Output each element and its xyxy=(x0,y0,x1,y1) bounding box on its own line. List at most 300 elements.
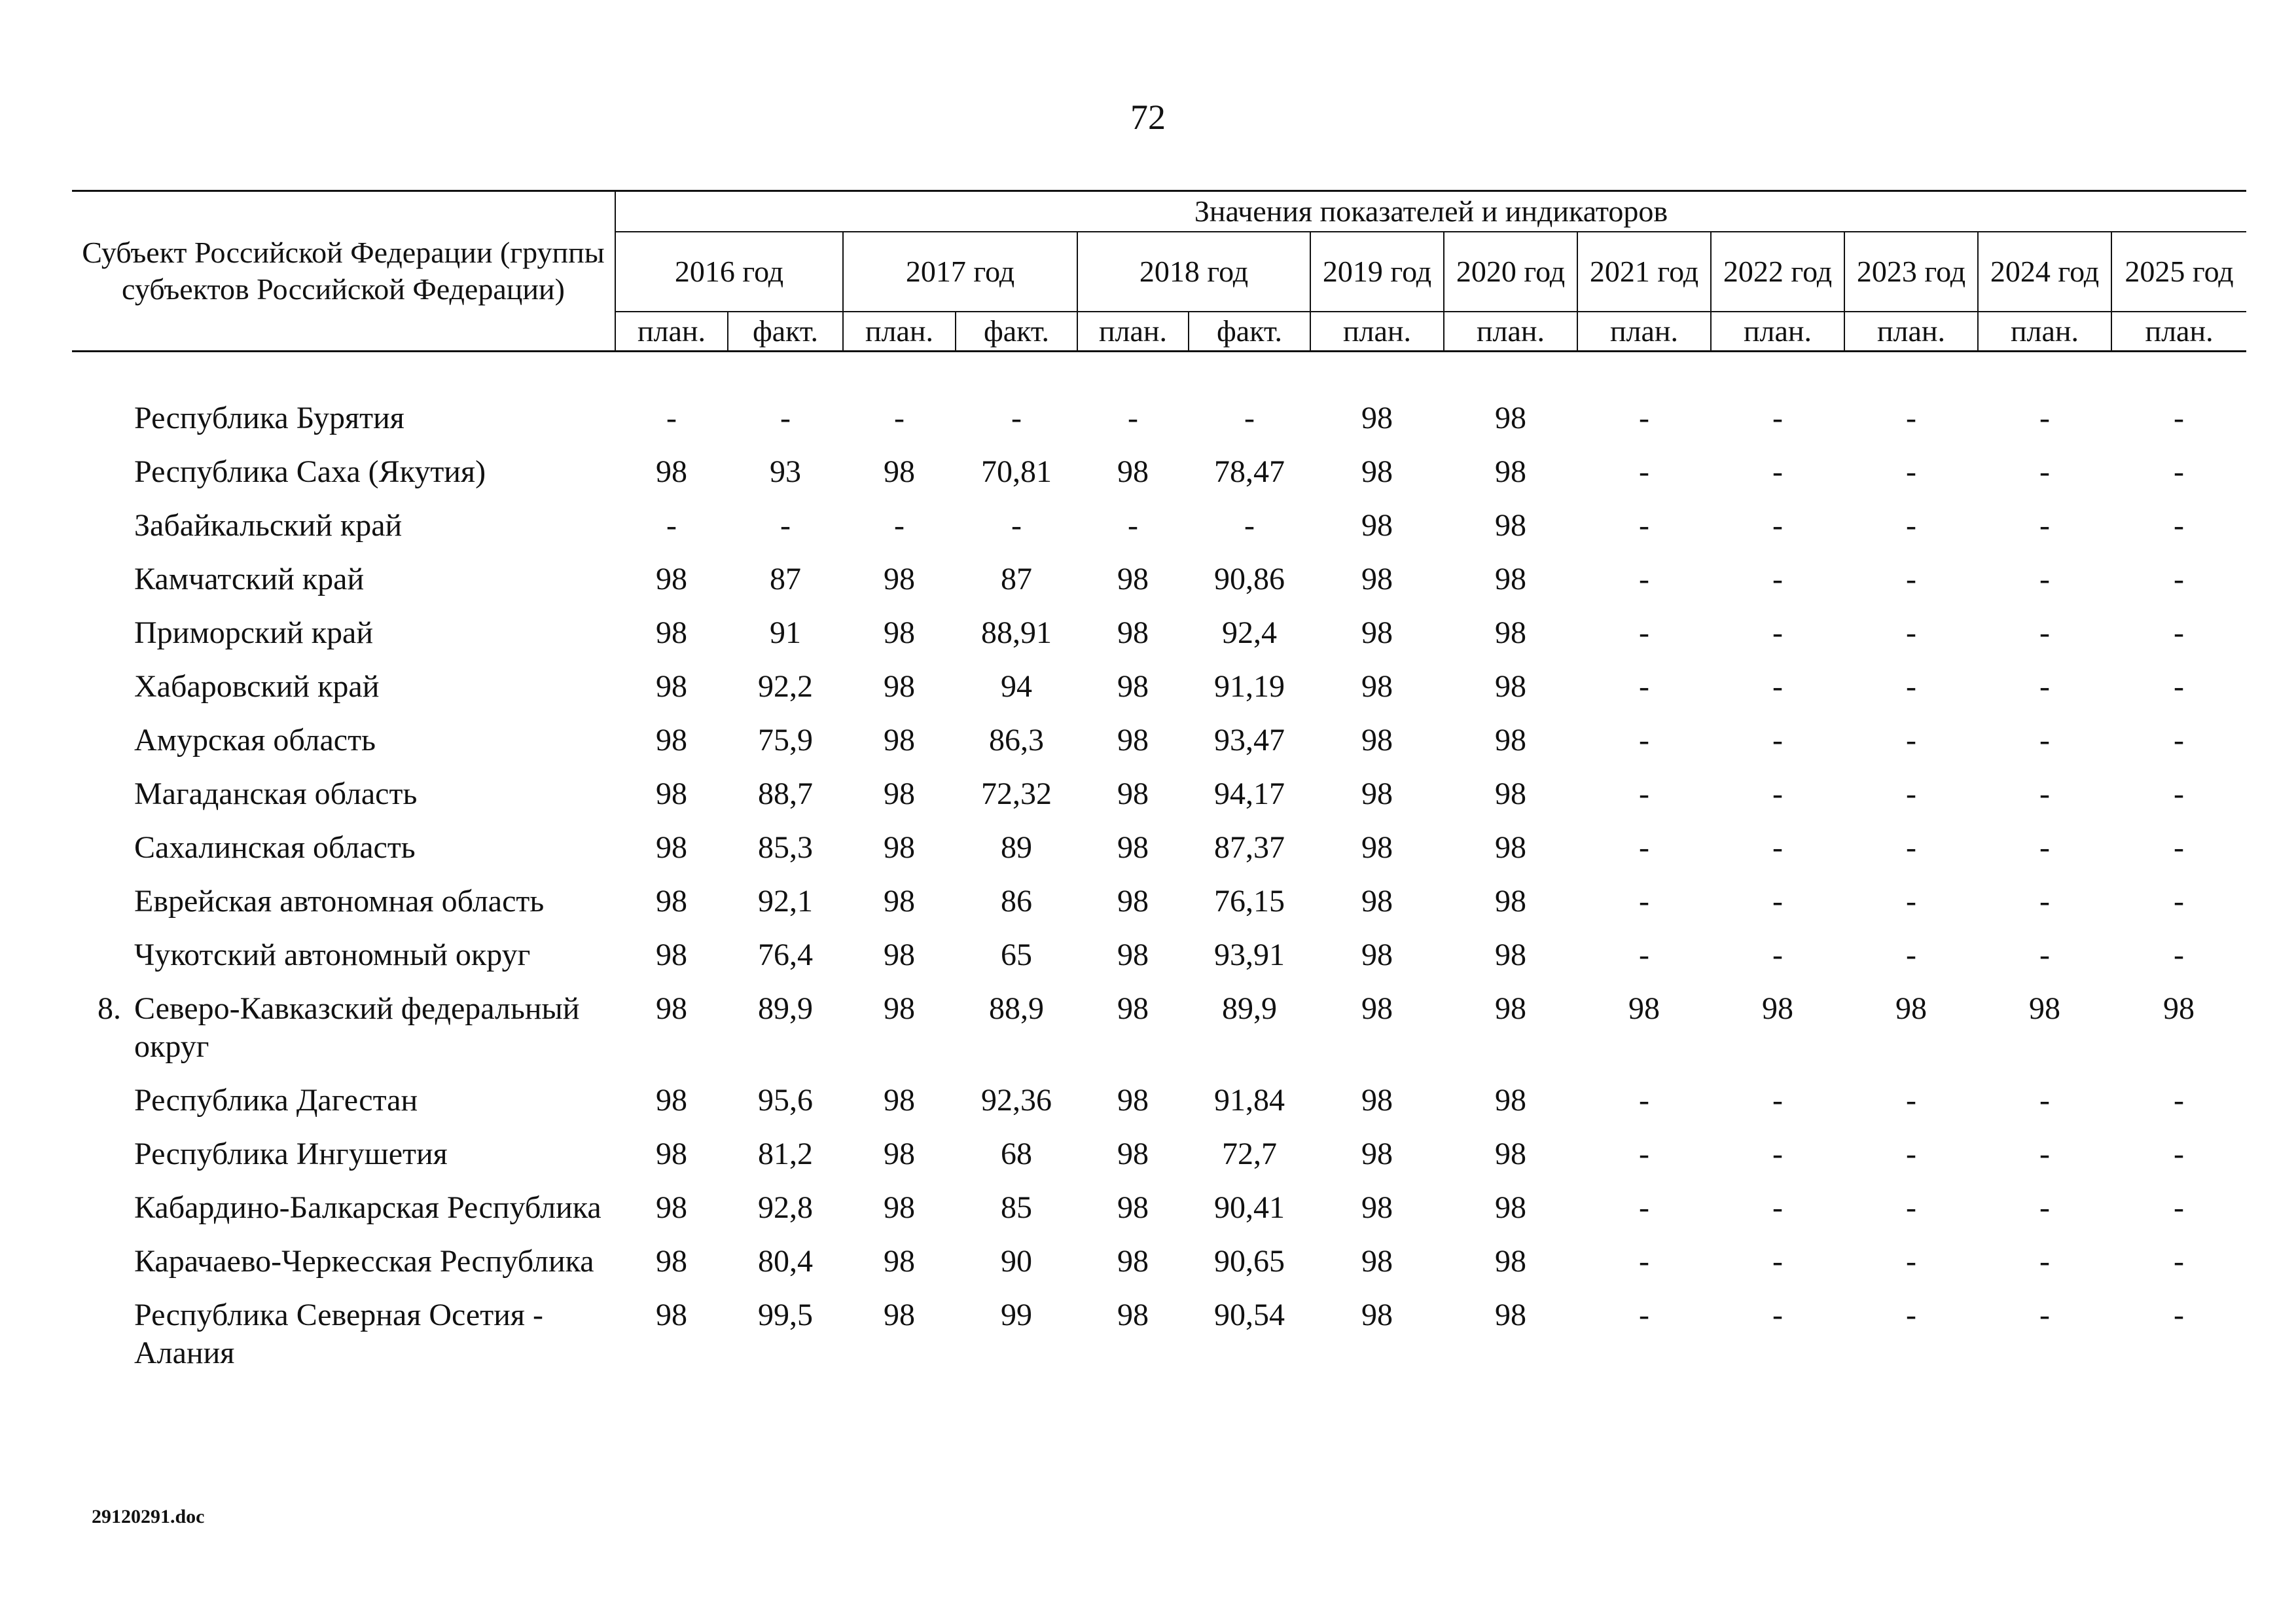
value-cell: - xyxy=(666,508,677,543)
value-cell: - xyxy=(1772,1137,1783,1171)
value-cell: 94 xyxy=(1001,669,1032,704)
subject-name: Республика Ингушетия xyxy=(134,1137,448,1171)
value-cell: - xyxy=(1639,401,1649,435)
value-cell: 98 xyxy=(1361,776,1393,811)
value-cell: - xyxy=(1639,1298,1649,1332)
value-cell: - xyxy=(2039,454,2050,489)
value-cell: 90,41 xyxy=(1214,1190,1285,1225)
value-cell: - xyxy=(2039,615,2050,650)
value-cell: 70,81 xyxy=(981,454,1052,489)
value-cell: - xyxy=(2039,1190,2050,1225)
value-cell: 98 xyxy=(1762,991,1793,1026)
value-cell: - xyxy=(1906,776,1916,811)
value-cell: - xyxy=(2174,723,2185,757)
value-cell: 89 xyxy=(1001,830,1032,865)
row-number xyxy=(72,767,128,821)
value-cell: 98 xyxy=(1495,615,1526,650)
value-cell: 98 xyxy=(1495,508,1526,543)
value-cell: 98 xyxy=(884,723,915,757)
value-cell: - xyxy=(1639,1244,1649,1279)
value-cell: - xyxy=(1772,884,1783,919)
row-number xyxy=(72,875,128,928)
year-header: 2018 год xyxy=(1077,232,1310,312)
value-cell: 98 xyxy=(1117,991,1149,1026)
value-cell: - xyxy=(2174,884,2185,919)
value-cell: 98 xyxy=(1117,562,1149,596)
value-cell: 87 xyxy=(1001,562,1032,596)
value-cell: 92,2 xyxy=(758,669,813,704)
value-cell: 98 xyxy=(1495,723,1526,757)
value-cell: - xyxy=(1906,454,1916,489)
value-cell: 98 xyxy=(1117,1137,1149,1171)
value-cell: 98 xyxy=(884,1244,915,1279)
value-cell: 98 xyxy=(1361,938,1393,972)
subject-name: Чукотский автономный округ xyxy=(134,938,531,972)
value-cell: - xyxy=(1772,1298,1783,1332)
value-cell: 87,37 xyxy=(1214,830,1285,865)
value-cell: - xyxy=(2039,1083,2050,1118)
value-cell: - xyxy=(2039,401,2050,435)
row-number xyxy=(72,499,128,553)
value-cell: 98 xyxy=(1495,401,1526,435)
value-cell: 86 xyxy=(1001,884,1032,919)
subject-name: Республика Бурятия xyxy=(134,401,404,435)
value-cell: 92,4 xyxy=(1222,615,1277,650)
year-header: 2020 год xyxy=(1444,232,1577,312)
value-cell: 98 xyxy=(656,938,687,972)
value-cell: - xyxy=(2174,776,2185,811)
value-cell: - xyxy=(1639,508,1649,543)
value-cell: 98 xyxy=(2163,991,2195,1026)
value-cell: 98 xyxy=(884,938,915,972)
value-cell: 98 xyxy=(656,830,687,865)
value-cell: - xyxy=(2039,508,2050,543)
value-cell: - xyxy=(1639,723,1649,757)
value-cell: 98 xyxy=(656,1137,687,1171)
table-row xyxy=(72,1074,2246,1127)
value-cell: 98 xyxy=(1117,669,1149,704)
value-cell: 98 xyxy=(1117,723,1149,757)
subject-name: Забайкальский край xyxy=(134,508,403,543)
row-number xyxy=(72,928,128,982)
value-cell: - xyxy=(1906,508,1916,543)
value-cell: - xyxy=(1639,669,1649,704)
row-number xyxy=(72,1288,128,1380)
year-header: 2017 год xyxy=(843,232,1077,312)
value-cell: - xyxy=(1772,615,1783,650)
table-row xyxy=(72,1127,2246,1181)
value-cell: 98 xyxy=(1361,1244,1393,1279)
value-cell: 98 xyxy=(884,1298,915,1332)
plan-header: план. xyxy=(1310,312,1444,352)
value-cell: 98 xyxy=(1495,1083,1526,1118)
value-cell: - xyxy=(1906,723,1916,757)
value-cell: 98 xyxy=(1495,938,1526,972)
value-cell: 88,91 xyxy=(981,615,1052,650)
row-number xyxy=(72,821,128,875)
value-cell: 81,2 xyxy=(758,1137,813,1171)
plan-header: план. xyxy=(1077,312,1189,352)
subject-name: Приморский край xyxy=(134,615,374,650)
value-cell: 68 xyxy=(1001,1137,1032,1171)
value-cell: 87 xyxy=(770,562,801,596)
row-number xyxy=(72,553,128,606)
value-cell: - xyxy=(1772,1190,1783,1225)
table-row xyxy=(72,821,2246,875)
value-cell: 98 xyxy=(1361,884,1393,919)
value-cell: - xyxy=(2039,830,2050,865)
table-row xyxy=(72,714,2246,767)
value-cell: 88,7 xyxy=(758,776,813,811)
value-cell: - xyxy=(1011,508,1022,543)
value-cell: 88,9 xyxy=(989,991,1044,1026)
value-cell: 85 xyxy=(1001,1190,1032,1225)
value-cell: - xyxy=(2174,669,2185,704)
value-cell: 98 xyxy=(656,884,687,919)
value-cell: - xyxy=(1906,615,1916,650)
value-cell: - xyxy=(2039,938,2050,972)
value-cell: 98 xyxy=(1361,830,1393,865)
table-row xyxy=(72,392,2246,445)
value-cell: 98 xyxy=(1361,1298,1393,1332)
value-cell: - xyxy=(1772,723,1783,757)
value-cell: 98 xyxy=(884,1137,915,1171)
value-cell: - xyxy=(2039,723,2050,757)
value-cell: - xyxy=(2174,1298,2185,1332)
row-number xyxy=(72,445,128,499)
plan-header: план. xyxy=(1844,312,1978,352)
value-cell: 98 xyxy=(656,1244,687,1279)
value-cell: - xyxy=(1639,776,1649,811)
value-cell: 98 xyxy=(1361,562,1393,596)
table-row xyxy=(72,660,2246,714)
value-cell: 98 xyxy=(1495,884,1526,919)
fact-header: факт. xyxy=(956,312,1077,352)
value-cell: - xyxy=(1639,884,1649,919)
value-cell: - xyxy=(1639,938,1649,972)
value-cell: - xyxy=(666,401,677,435)
value-cell: 98 xyxy=(1117,1244,1149,1279)
value-cell: 98 xyxy=(1361,1190,1393,1225)
value-cell: 72,7 xyxy=(1222,1137,1277,1171)
value-cell: - xyxy=(2174,830,2185,865)
value-cell: 98 xyxy=(1361,991,1393,1026)
year-header: 2022 год xyxy=(1711,232,1844,312)
value-cell: 98 xyxy=(884,615,915,650)
table-row xyxy=(72,1288,2246,1380)
value-cell: 98 xyxy=(1361,1083,1393,1118)
value-cell: - xyxy=(2174,1083,2185,1118)
subject-name: Карачаево-Черкесская Республика xyxy=(134,1244,594,1279)
subject-name: Республика Саха (Якутия) xyxy=(134,454,486,489)
file-name-footer: 29120291.doc xyxy=(92,1506,205,1527)
plan-header: план. xyxy=(2111,312,2246,352)
value-cell: 75,9 xyxy=(758,723,813,757)
row-number xyxy=(72,714,128,767)
value-cell: - xyxy=(1128,401,1138,435)
year-header: 2024 год xyxy=(1978,232,2111,312)
subject-name: Еврейская автономная область xyxy=(134,884,545,919)
value-cell: 92,1 xyxy=(758,884,813,919)
value-cell: - xyxy=(1639,1083,1649,1118)
value-cell: 98 xyxy=(1495,562,1526,596)
value-cell: 90,65 xyxy=(1214,1244,1285,1279)
value-cell: - xyxy=(2174,454,2185,489)
subject-name: Хабаровский край xyxy=(134,669,380,704)
value-cell: - xyxy=(2174,615,2185,650)
value-cell: 98 xyxy=(1361,615,1393,650)
value-cell: - xyxy=(1772,562,1783,596)
value-cell: - xyxy=(1906,884,1916,919)
plan-header: план. xyxy=(1978,312,2111,352)
fact-header: факт. xyxy=(728,312,843,352)
row-number xyxy=(72,1235,128,1288)
value-cell: 98 xyxy=(656,723,687,757)
value-cell: 93,47 xyxy=(1214,723,1285,757)
value-cell: 86,3 xyxy=(989,723,1044,757)
value-cell: - xyxy=(2039,562,2050,596)
value-cell: 98 xyxy=(1495,991,1526,1026)
table-row xyxy=(72,553,2246,606)
subject-name: Сахалинская область xyxy=(134,830,416,865)
table-row xyxy=(72,445,2246,499)
value-cell: 99 xyxy=(1001,1298,1032,1332)
value-cell: 94,17 xyxy=(1214,776,1285,811)
value-cell: - xyxy=(1244,401,1255,435)
value-cell: - xyxy=(1128,508,1138,543)
value-cell: 98 xyxy=(1495,1298,1526,1332)
value-cell: 91,84 xyxy=(1214,1083,1285,1118)
value-cell: - xyxy=(1906,1083,1916,1118)
value-cell: 98 xyxy=(1117,938,1149,972)
subject-name: Магаданская область xyxy=(134,776,418,811)
value-cell: 98 xyxy=(1895,991,1927,1026)
value-cell: 98 xyxy=(656,1190,687,1225)
value-cell: 85,3 xyxy=(758,830,813,865)
value-cell: 92,8 xyxy=(758,1190,813,1225)
subject-name: Амурская область xyxy=(134,723,376,757)
value-cell: 90,54 xyxy=(1214,1298,1285,1332)
value-cell: - xyxy=(1011,401,1022,435)
value-cell: - xyxy=(1906,562,1916,596)
value-cell: 76,4 xyxy=(758,938,813,972)
value-cell: 65 xyxy=(1001,938,1032,972)
value-cell: 98 xyxy=(884,562,915,596)
value-cell: 90 xyxy=(1001,1244,1032,1279)
fact-header: факт. xyxy=(1189,312,1310,352)
indicators-header: Значения показателей и индикаторов xyxy=(615,191,2246,232)
subject-header: Субъект Российской Федерации (группы субъектов Российской Федерации) xyxy=(72,191,615,352)
row-number xyxy=(72,660,128,714)
value-cell: 98 xyxy=(884,669,915,704)
value-cell: 80,4 xyxy=(758,1244,813,1279)
value-cell: 98 xyxy=(1495,776,1526,811)
value-cell: - xyxy=(2174,401,2185,435)
row-number xyxy=(72,392,128,445)
value-cell: - xyxy=(1639,615,1649,650)
value-cell: 98 xyxy=(656,1083,687,1118)
value-cell: - xyxy=(2039,669,2050,704)
value-cell: 98 xyxy=(884,1190,915,1225)
row-number xyxy=(72,1074,128,1127)
value-cell: 95,6 xyxy=(758,1083,813,1118)
page-number: 72 xyxy=(1130,98,1166,137)
value-cell: 89,9 xyxy=(758,991,813,1026)
table-row xyxy=(72,928,2246,982)
value-cell: - xyxy=(1906,669,1916,704)
value-cell: - xyxy=(894,508,905,543)
value-cell: - xyxy=(2039,1137,2050,1171)
value-cell: - xyxy=(1639,454,1649,489)
value-cell: 93 xyxy=(770,454,801,489)
row-number: 8. xyxy=(98,991,121,1026)
value-cell: 98 xyxy=(1361,669,1393,704)
value-cell: - xyxy=(2174,938,2185,972)
value-cell: 92,36 xyxy=(981,1083,1052,1118)
value-cell: 98 xyxy=(1628,991,1660,1026)
value-cell: 98 xyxy=(1117,830,1149,865)
value-cell: 72,32 xyxy=(981,776,1052,811)
table-row xyxy=(72,767,2246,821)
value-cell: 98 xyxy=(1361,508,1393,543)
year-header: 2019 год xyxy=(1310,232,1444,312)
value-cell: 98 xyxy=(656,454,687,489)
value-cell: - xyxy=(1772,1244,1783,1279)
value-cell: 98 xyxy=(1361,454,1393,489)
value-cell: - xyxy=(1906,1298,1916,1332)
value-cell: 98 xyxy=(1361,401,1393,435)
value-cell: - xyxy=(1772,830,1783,865)
indicators-table xyxy=(72,190,2246,1380)
value-cell: 98 xyxy=(1361,723,1393,757)
plan-header: план. xyxy=(1577,312,1711,352)
value-cell: 98 xyxy=(1495,1190,1526,1225)
table-row xyxy=(72,606,2246,660)
value-cell: - xyxy=(1906,830,1916,865)
value-cell: 91,19 xyxy=(1214,669,1285,704)
value-cell: - xyxy=(1639,1190,1649,1225)
subject-name: Республика Дагестан xyxy=(134,1083,418,1118)
value-cell: - xyxy=(1772,454,1783,489)
value-cell: - xyxy=(2039,1298,2050,1332)
value-cell: - xyxy=(1772,401,1783,435)
value-cell: 98 xyxy=(656,776,687,811)
value-cell: 98 xyxy=(2029,991,2060,1026)
subject-name: Камчатский край xyxy=(134,562,365,596)
value-cell: - xyxy=(2174,562,2185,596)
value-cell: - xyxy=(1772,508,1783,543)
value-cell: 98 xyxy=(1117,884,1149,919)
year-header: 2023 год xyxy=(1844,232,1978,312)
value-cell: 98 xyxy=(1117,1083,1149,1118)
value-cell: 98 xyxy=(1117,1298,1149,1332)
value-cell: 98 xyxy=(656,562,687,596)
value-cell: 98 xyxy=(1495,454,1526,489)
table-row xyxy=(72,499,2246,553)
value-cell: - xyxy=(1906,938,1916,972)
value-cell: 98 xyxy=(1495,669,1526,704)
row-number xyxy=(72,1127,128,1181)
value-cell: 98 xyxy=(656,615,687,650)
value-cell: 91 xyxy=(770,615,801,650)
table-row xyxy=(72,875,2246,928)
value-cell: 93,91 xyxy=(1214,938,1285,972)
year-header: 2025 год xyxy=(2111,232,2246,312)
value-cell: 98 xyxy=(884,454,915,489)
value-cell: 99,5 xyxy=(758,1298,813,1332)
value-cell: 98 xyxy=(884,830,915,865)
value-cell: 98 xyxy=(656,991,687,1026)
plan-header: план. xyxy=(1444,312,1577,352)
value-cell: 76,15 xyxy=(1214,884,1285,919)
value-cell: - xyxy=(1244,508,1255,543)
value-cell: 98 xyxy=(1361,1137,1393,1171)
value-cell: - xyxy=(2174,508,2185,543)
value-cell: - xyxy=(780,401,791,435)
value-cell: 98 xyxy=(884,776,915,811)
value-cell: 98 xyxy=(1495,1137,1526,1171)
value-cell: - xyxy=(1906,1190,1916,1225)
value-cell: - xyxy=(1639,562,1649,596)
subject-name: Северо-Кавказский федеральный округ xyxy=(134,991,580,1064)
row-number xyxy=(72,606,128,660)
value-cell: - xyxy=(1772,938,1783,972)
value-cell: 98 xyxy=(884,991,915,1026)
value-cell: - xyxy=(780,508,791,543)
table-body xyxy=(72,352,2246,1381)
value-cell: 98 xyxy=(1117,454,1149,489)
value-cell: - xyxy=(2174,1190,2185,1225)
value-cell: - xyxy=(1906,1244,1916,1279)
value-cell: - xyxy=(1639,1137,1649,1171)
value-cell: 98 xyxy=(656,669,687,704)
value-cell: - xyxy=(1772,1083,1783,1118)
value-cell: - xyxy=(1906,401,1916,435)
value-cell: - xyxy=(2039,884,2050,919)
value-cell: 98 xyxy=(884,1083,915,1118)
value-cell: - xyxy=(1772,669,1783,704)
plan-header: план. xyxy=(843,312,956,352)
value-cell: 90,86 xyxy=(1214,562,1285,596)
table-row xyxy=(72,1181,2246,1235)
value-cell: - xyxy=(894,401,905,435)
value-cell: 98 xyxy=(1117,1190,1149,1225)
value-cell: - xyxy=(2174,1137,2185,1171)
value-cell: - xyxy=(2039,776,2050,811)
plan-header: план. xyxy=(1711,312,1844,352)
value-cell: - xyxy=(2174,1244,2185,1279)
value-cell: 98 xyxy=(1495,1244,1526,1279)
value-cell: 98 xyxy=(656,1298,687,1332)
year-header: 2021 год xyxy=(1577,232,1711,312)
table-row xyxy=(72,1235,2246,1288)
value-cell: 89,9 xyxy=(1222,991,1277,1026)
value-cell: 98 xyxy=(1117,776,1149,811)
table-row xyxy=(72,982,2246,1074)
value-cell: 98 xyxy=(884,884,915,919)
year-header: 2016 год xyxy=(615,232,843,312)
value-cell: - xyxy=(2039,1244,2050,1279)
value-cell: - xyxy=(1639,830,1649,865)
value-cell: - xyxy=(1772,776,1783,811)
value-cell: 98 xyxy=(1495,830,1526,865)
value-cell: 78,47 xyxy=(1214,454,1285,489)
value-cell: 98 xyxy=(1117,615,1149,650)
row-number xyxy=(72,1181,128,1235)
plan-header: план. xyxy=(615,312,728,352)
subject-name: Кабардино-Балкарская Республика xyxy=(134,1190,601,1225)
value-cell: - xyxy=(1906,1137,1916,1171)
